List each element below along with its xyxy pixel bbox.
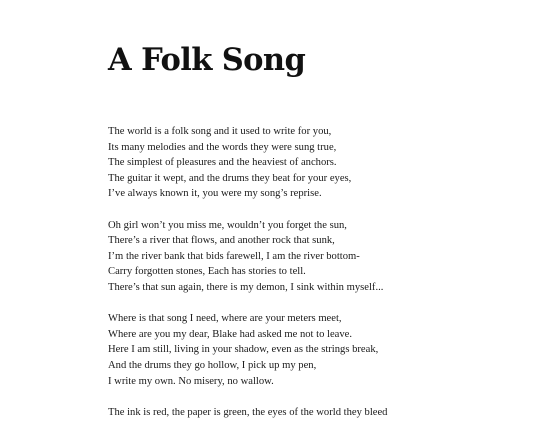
stanza-4 (108, 405, 387, 421)
poem-line: The world is a folk song and it used to write for you, (108, 126, 332, 137)
poem-line: The simplest of pleasures and the heaviest of anchors. (108, 157, 337, 169)
poem-line: Where are you my dear, Blake had asked me not to leave. (108, 328, 353, 340)
poem-line: Carry forgotten stones, Each has stories to tell. (108, 266, 306, 278)
stanza-2 (108, 218, 387, 296)
poem-line: The ink is red, the paper is green, the eyes of the world they bleed (108, 406, 388, 418)
poem-line: The guitar it wept, and the drums they beat for your eyes, (108, 172, 352, 184)
poem-line: Where is that song I need, where are your meters meet, (108, 313, 342, 325)
poem-line: Oh girl won’t you miss me, wouldn’t you forget the sun, (108, 219, 347, 231)
poem-title: A Folk Song (108, 42, 306, 78)
stanza-3 (108, 311, 387, 389)
poem-line: Here I am still, living in your shadow, even as the strings break, (108, 344, 379, 356)
poem-line: I’ve always known it, you were my song’s reprise. (108, 188, 322, 200)
poem-line: And the drums they go hollow, I pick up my pen, (108, 359, 317, 371)
poem-line: Its many melodies and the words they were sung true, (108, 141, 337, 153)
poem-line: There’s that sun again, there is my demon, I sink within myself... (108, 281, 384, 293)
poem-body (108, 124, 387, 436)
poem-line: I’m the river bank that bids farewell, I am the river bottom- (108, 250, 360, 262)
poem-line: There’s a river that flows, and another rock that sunk, (108, 235, 335, 247)
stanza-1 (108, 124, 387, 202)
poem-line: I write my own. No misery, no wallow. (108, 375, 274, 387)
